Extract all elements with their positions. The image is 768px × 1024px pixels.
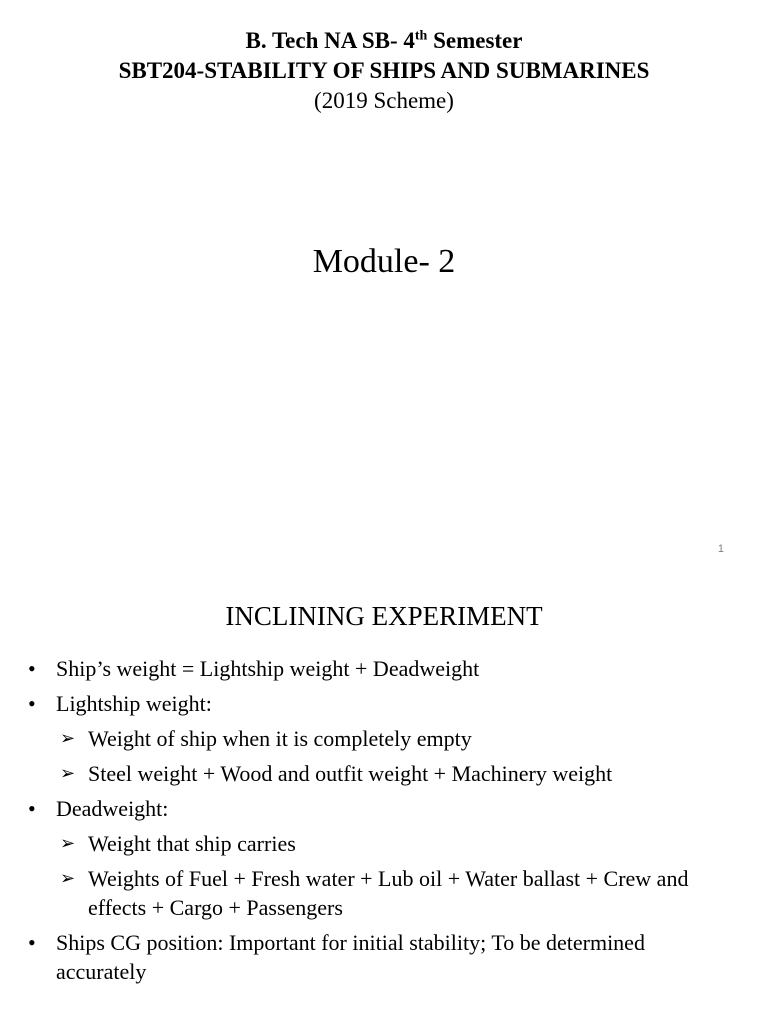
arrow-bullet-icon: ➢ [60, 833, 76, 854]
course-line-prefix: B. Tech NA SB- 4 [245, 28, 415, 53]
bullet-text: Weights of Fuel + Fresh water + Lub oil + Water ballast + Crew and effects + Cargo + Passengers [88, 866, 689, 920]
bullet-text: Ship’s weight = Lightship weight + Deadweight [56, 656, 480, 681]
course-line-suffix: Semester [427, 28, 523, 53]
bullet-dot-icon: • [28, 691, 36, 716]
bullet-item [0, 689, 768, 718]
bullet-list [0, 654, 768, 992]
bullet-item [0, 654, 768, 683]
bullet-dot-icon: • [28, 656, 36, 681]
arrow-bullet-icon: ➢ [60, 868, 76, 889]
bullet-text: Steel weight + Wood and outfit weight + Machinery weight [88, 761, 613, 786]
content-slide [0, 566, 768, 1024]
bullet-text: Deadweight: [56, 796, 169, 821]
slide-heading: INCLINING EXPERIMENT [225, 601, 543, 631]
bullet-text: Weight that ship carries [88, 831, 296, 856]
arrow-bullet-icon: ➢ [60, 763, 76, 784]
bullet-item [0, 794, 768, 823]
sub-bullet-item [0, 829, 768, 858]
arrow-bullet-icon: ➢ [60, 728, 76, 749]
course-line [0, 27, 768, 55]
sub-bullet-item [0, 759, 768, 788]
sub-bullet-item [0, 864, 768, 922]
bullet-item [0, 928, 768, 986]
bullet-text: Ships CG position: Important for initial stability; To be determined accurately [56, 930, 645, 984]
bullet-text: Weight of ship when it is completely empty [88, 726, 472, 751]
course-line-superscript: th [414, 28, 428, 44]
module-title: Module- 2 [312, 243, 456, 280]
sub-bullet-item [0, 724, 768, 753]
bullet-text: Lightship weight: [56, 691, 212, 716]
bullet-dot-icon: • [28, 930, 36, 955]
bullet-dot-icon: • [28, 796, 36, 821]
slide-page-number: 1 [717, 543, 724, 555]
scheme-label: (2019 Scheme) [314, 88, 454, 113]
subject-title: SBT204-STABILITY OF SHIPS AND SUBMARINES [118, 58, 650, 83]
